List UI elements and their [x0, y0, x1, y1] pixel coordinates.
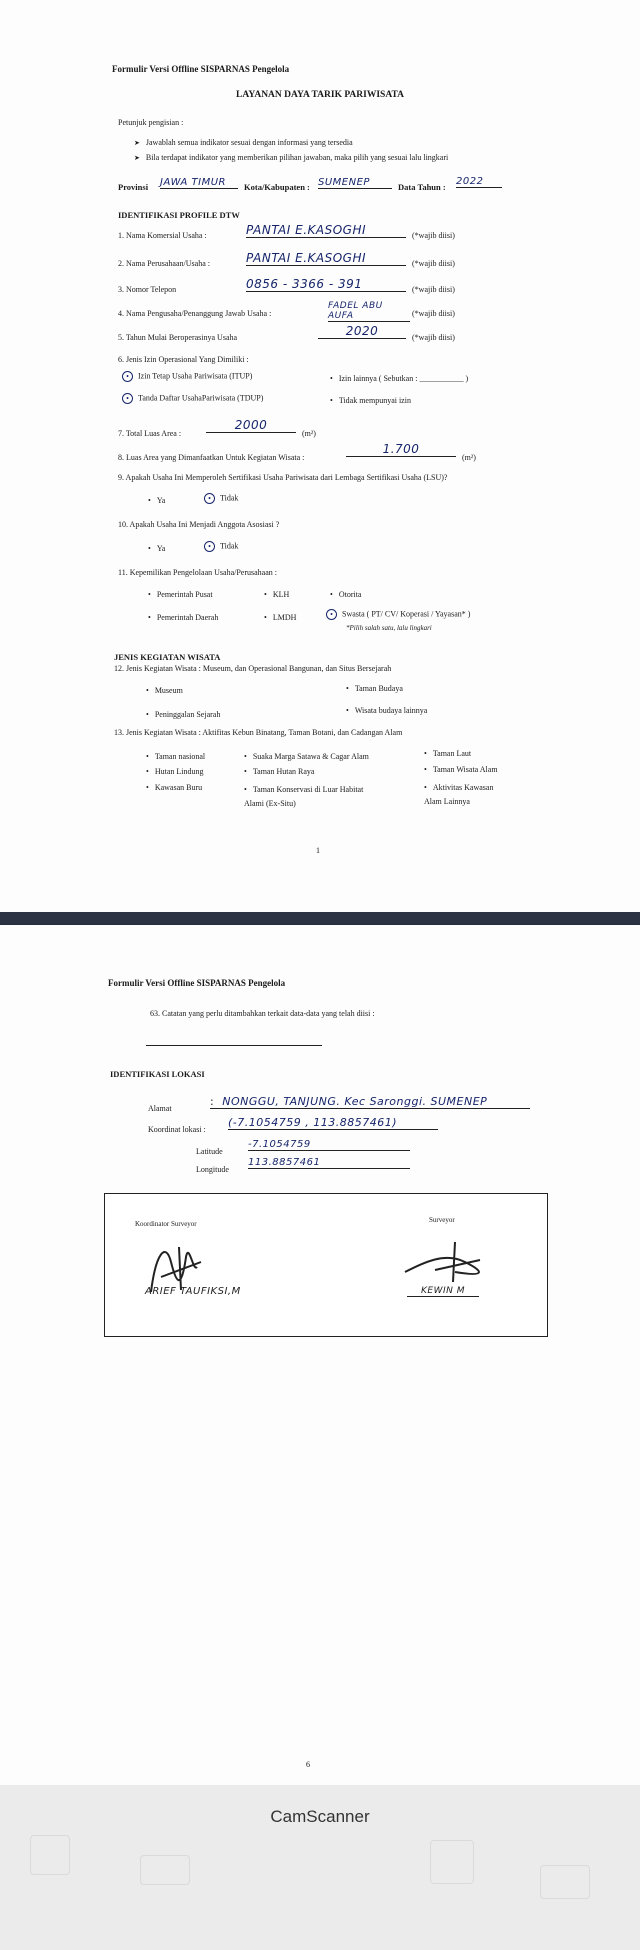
- tahun-label: Data Tahun :: [398, 182, 446, 192]
- signature-box: [104, 1193, 548, 1337]
- q7-label: 7. Total Luas Area :: [118, 429, 182, 438]
- q13-option: • Taman Konservasi di Luar Habitat Alami (Ex-Situ): [244, 783, 384, 811]
- petunjuk-item: ➤ Jawablah semua indikator sesuai dengan informasi yang tersedia: [134, 138, 353, 147]
- q8-label: 8. Luas Area yang Dimanfaatkan Untuk Kegiatan Wisata :: [118, 453, 305, 462]
- q11-note: *Pilih salah satu, lalu lingkari: [346, 624, 432, 632]
- field-note: (*wajib diisi): [412, 231, 455, 240]
- surveyor-label: Surveyor: [429, 1216, 455, 1224]
- q7-value: 2000: [206, 418, 296, 433]
- q10-label: 10. Apakah Usaha Ini Menjadi Anggota Asosiasi ?: [118, 520, 280, 529]
- form-header: Formulir Versi Offline SISPARNAS Pengelola: [108, 978, 286, 988]
- q6-label: 6. Jenis Izin Operasional Yang Dimiliki :: [118, 355, 249, 364]
- q6-option-tdup: • Tanda Daftar UsahaPariwisata (TDUP): [122, 393, 263, 404]
- latitude-value: -7.1054759: [248, 1139, 410, 1151]
- kota-label: Kota/Kabupaten :: [244, 182, 310, 192]
- q11-label: 11. Kepemilikan Pengelolaan Usaha/Perusahaan :: [118, 568, 277, 577]
- q13-option: • Taman Laut: [424, 749, 471, 758]
- q11-option: • Pemerintah Pusat: [148, 590, 213, 599]
- scanner-footer: [0, 1785, 640, 1950]
- form-title: LAYANAN DAYA TARIK PARIWISATA: [236, 90, 404, 100]
- footer-doodle: [540, 1865, 590, 1899]
- koordinat-value: (-7.1054759 , 113.8857461): [228, 1116, 438, 1130]
- section-jenis-kegiatan: JENIS KEGIATAN WISATA: [114, 652, 221, 662]
- page-number: 1: [316, 846, 320, 855]
- petunjuk-label: Petunjuk pengisian :: [118, 118, 184, 127]
- field-value: PANTAI E.KASOGHI: [246, 223, 406, 238]
- alamat-label: Alamat: [148, 1104, 172, 1113]
- koordinator-surveyor-label: Koordinator Surveyor: [135, 1220, 197, 1228]
- form-page-1: [0, 0, 640, 915]
- q63-answer-line: [146, 1045, 322, 1046]
- form-page-2: [0, 925, 640, 1785]
- footer-doodle: [30, 1835, 70, 1875]
- latitude-label: Latitude: [196, 1147, 223, 1156]
- page-number: 6: [306, 1760, 310, 1769]
- provinsi-value: JAWA TIMUR: [160, 177, 238, 189]
- petunjuk-item: ➤ Bila terdapat indikator yang memberikan pilihan jawaban, maka pilih yang sesuai lalu lingkari: [134, 153, 448, 162]
- footer-doodle: [140, 1855, 190, 1885]
- field-label: 4. Nama Pengusaha/Penanggung Jawab Usaha :: [118, 309, 272, 318]
- q13-option: • Taman Wisata Alam: [424, 765, 498, 774]
- kota-value: SUMENEP: [318, 177, 392, 189]
- field-value: PANTAI E.KASOGHI: [246, 251, 406, 266]
- q13-option: • Aktivitas Kawasan Alam Lainnya: [424, 781, 504, 809]
- field-value: FADEL ABU AUFA: [328, 301, 410, 322]
- longitude-label: Longitude: [196, 1165, 229, 1174]
- q13-option: • Taman Hutan Raya: [244, 767, 314, 776]
- field-note: (*wajib diisi): [412, 259, 455, 268]
- q11-option: • Pemerintah Daerah: [148, 613, 218, 622]
- tahun-value: 2022: [456, 176, 502, 188]
- q13-option: • Kawasan Buru: [146, 783, 202, 792]
- q6-option-itup: • Izin Tetap Usaha Pariwisata (ITUP): [122, 371, 252, 382]
- field-label: 3. Nomor Telepon: [118, 285, 177, 294]
- q9-option-tidak: • Tidak: [204, 493, 238, 504]
- field-label: 1. Nama Komersial Usaha :: [118, 231, 207, 240]
- q6-option-tidak-izin: • Tidak mempunyai izin: [330, 396, 411, 405]
- field-note: (*wajib diisi): [412, 285, 455, 294]
- q12-option: • Wisata budaya lainnya: [346, 706, 427, 715]
- q63-label: 63. Catatan yang perlu ditambahkan terkait data-data yang telah diisi :: [150, 1009, 375, 1018]
- field-label: 2. Nama Perusahaan/Usaha :: [118, 259, 210, 268]
- q11-option: • KLH: [264, 590, 289, 599]
- surveyor-name: KEWIN M: [407, 1286, 479, 1297]
- q13-option: • Hutan Lindung: [146, 767, 203, 776]
- q9-label: 9. Apakah Usaha Ini Memperoleh Sertifikasi Usaha Pariwisata dari Lembaga Sertifikasi Usaha (LSU)?: [118, 473, 448, 482]
- q10-option-ya: • Ya: [148, 544, 165, 553]
- q11-option: • LMDH: [264, 613, 296, 622]
- q13-option: • Suaka Marga Satawa & Cagar Alam: [244, 752, 369, 761]
- q12-option: • Museum: [146, 686, 183, 695]
- field-note: (*wajib diisi): [412, 333, 455, 342]
- koordinat-label: Koordinat lokasi :: [148, 1125, 206, 1134]
- koordinator-name: ARIEF TAUFIKSI,M: [145, 1286, 241, 1297]
- q12-option: • Taman Budaya: [346, 684, 403, 693]
- form-header: Formulir Versi Offline SISPARNAS Pengelola: [112, 64, 290, 74]
- field-value: 2020: [318, 324, 406, 339]
- field-label: 5. Tahun Mulai Beroperasinya Usaha: [118, 333, 238, 342]
- q11-option-swasta: • Swasta ( PT/ CV/ Koperasi / Yayasan* ): [326, 609, 470, 620]
- q7-unit: (m²): [302, 429, 316, 438]
- q13-option: • Taman nasional: [146, 752, 205, 761]
- q9-option-ya: • Ya: [148, 496, 165, 505]
- q11-option: • Otorita: [330, 590, 361, 599]
- footer-doodle: [430, 1840, 474, 1884]
- q8-value: 1.700: [346, 442, 456, 457]
- surveyor-signature: [395, 1232, 505, 1292]
- q12-option: • Peninggalan Sejarah: [146, 710, 220, 719]
- field-note: (*wajib diisi): [412, 309, 455, 318]
- q10-option-tidak: • Tidak: [204, 541, 238, 552]
- section-identifikasi-profile: IDENTIFIKASI PROFILE DTW: [118, 210, 240, 220]
- q6-option-lainnya: • Izin lainnya ( Sebutkan : ___________ ): [330, 374, 468, 383]
- section-identifikasi-lokasi: IDENTIFIKASI LOKASI: [110, 1069, 205, 1079]
- q8-unit: (m²): [462, 453, 476, 462]
- camscanner-brand: CamScanner: [270, 1807, 370, 1826]
- q13-label: 13. Jenis Kegiatan Wisata : Aktifitas Kebun Binatang, Taman Botani, dan Cadangan Alam: [114, 728, 403, 737]
- alamat-value: : NONGGU, TANJUNG. Kec Saronggi. SUMENEP: [210, 1095, 530, 1109]
- provinsi-label: Provinsi: [118, 182, 149, 192]
- longitude-value: 113.8857461: [248, 1157, 410, 1169]
- field-value: 0856 - 3366 - 391: [246, 277, 406, 292]
- q12-label: 12. Jenis Kegiatan Wisata : Museum, dan Operasional Bangunan, dan Situs Bersejarah: [114, 664, 392, 673]
